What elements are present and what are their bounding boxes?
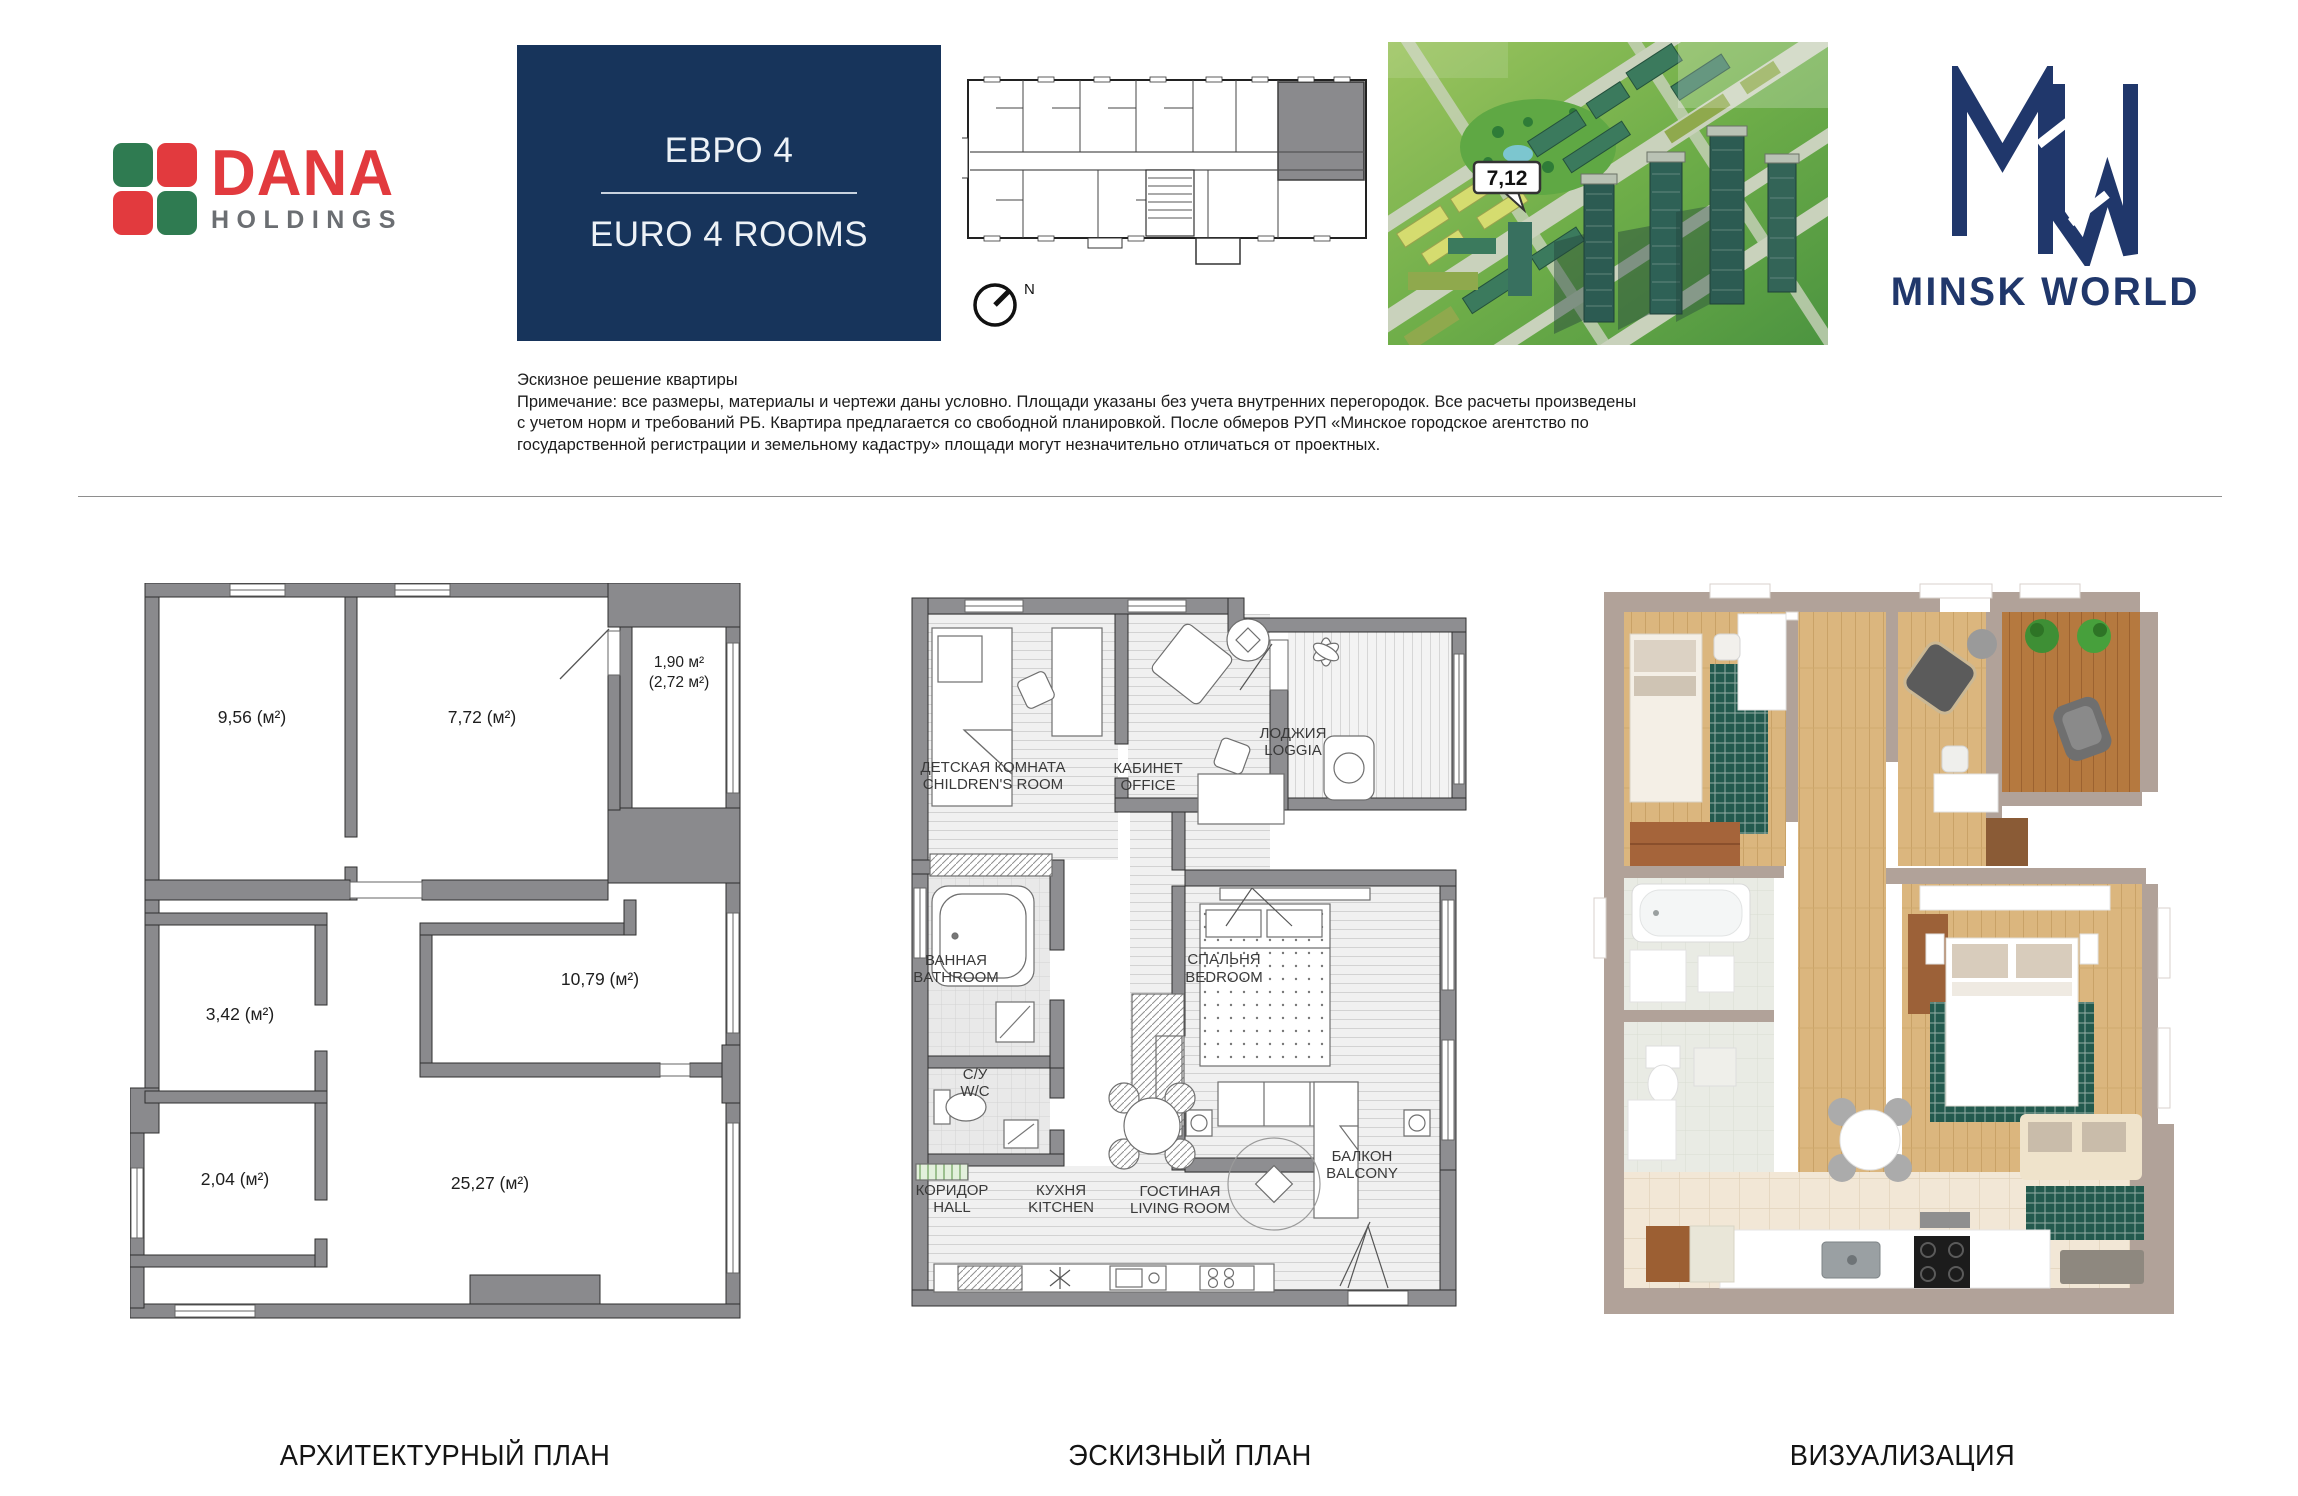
label-hall-ru: КОРИДОР <box>915 1182 989 1199</box>
dana-holdings-logo <box>113 137 403 235</box>
viz-bath-counter <box>1630 950 1686 1002</box>
label-bathroom-en: BATHROOM <box>913 969 999 986</box>
viz-wc-cabinet <box>1628 1100 1676 1160</box>
dana-square-bottom-left <box>113 191 153 235</box>
viz-office-desk <box>1934 774 1998 812</box>
area-room6: 25,27 (м²) <box>450 1173 530 1193</box>
dana-square-bottom-right <box>157 191 197 235</box>
loggia-chair <box>1324 736 1374 800</box>
kitchen-counter <box>934 1264 1274 1292</box>
disclaimer-line4: государственной регистрации и земельному кадастру» площади могут незначительно отличаться от проектных. <box>517 435 1381 454</box>
label-children-en: CHILDREN'S ROOM <box>922 776 1064 793</box>
children-desk <box>1052 628 1102 736</box>
viz-kitchen-box-cream <box>1690 1226 1734 1282</box>
compass-icon <box>975 281 1035 325</box>
label-kitchen-ru: КУХНЯ <box>1035 1182 1087 1199</box>
area-room3: 3,42 (м²) <box>205 1004 275 1024</box>
office-desk <box>1198 774 1284 824</box>
viz-hall-closet <box>1986 818 2028 866</box>
label-loggia-en: LOGGIA <box>1264 742 1322 759</box>
label-loggia-ru: ЛОДЖИЯ <box>1259 725 1327 742</box>
label-wc-en: W/C <box>960 1083 990 1100</box>
arch-plan-walls <box>130 583 740 1318</box>
area-room1: 9,56 (м²) <box>217 707 287 727</box>
minsk-world-logo <box>1870 66 2220 315</box>
label-kitchen-en: KITCHEN <box>1028 1199 1094 1216</box>
label-living-en: LIVING ROOM <box>1129 1200 1231 1217</box>
dana-logo-icon <box>113 143 197 235</box>
area-room4: 10,79 (м²) <box>560 969 640 989</box>
banner-divider <box>601 192 857 194</box>
viz-children-desk <box>1738 614 1786 710</box>
label-living-ru: ГОСТИНАЯ <box>1139 1183 1221 1200</box>
sketch-plan <box>900 570 1480 1335</box>
architectural-plan <box>130 583 760 1333</box>
disclaimer-line2: Примечание: все размеры, материалы и чертежи даны условно. Площади указаны без учета внутренних перегородок. Все расчеты произведены <box>517 392 1637 411</box>
viz-tv-console <box>1920 886 2110 910</box>
label-bedroom-en: BEDROOM <box>1185 969 1263 986</box>
disclaimer-line3: с учетом норм и требований РБ. Квартира предлагается со свободной планировкой. После обмеров РУП «Минское городское агентство по <box>517 414 1589 432</box>
north-label: N <box>1024 281 1035 298</box>
viz-floor-mat <box>2060 1250 2144 1284</box>
viz-sink <box>1822 1242 1880 1278</box>
unit-title-en: EURO 4 ROOMS <box>589 215 869 254</box>
disclaimer-line1: Эскизное решение квартиры <box>517 371 738 389</box>
label-balcony-en: BALCONY <box>1326 1165 1398 1182</box>
minsk-world-monogram <box>1945 66 2145 266</box>
dana-square-top-right <box>157 143 197 187</box>
arch-plan-windows <box>131 584 739 1317</box>
viz-washer <box>1694 1048 1736 1086</box>
visualization-render <box>1590 578 2215 1330</box>
viz-office-chair <box>1942 746 1968 772</box>
dana-title: DANA <box>211 137 395 210</box>
label-balcony-ru: БАЛКОН <box>1331 1148 1393 1165</box>
label-children-ru: ДЕТСКАЯ КОМНАТА <box>920 759 1066 776</box>
viz-stove <box>1914 1236 1970 1288</box>
building-key-plan <box>962 72 1377 342</box>
area-balcony1: 1,90 м² <box>653 654 705 671</box>
caption-sketch-plan: ЭСКИЗНЫЙ ПЛАН <box>1068 1439 1312 1472</box>
label-office-en: OFFICE <box>1120 777 1176 794</box>
tv-console <box>1220 888 1370 900</box>
dana-logo-text <box>211 137 403 234</box>
viz-toilet <box>1646 1046 1680 1103</box>
label-hall-en: HALL <box>933 1199 971 1216</box>
label-bathroom-ru: ВАННАЯ <box>924 952 988 969</box>
dana-subtitle: HOLDINGS <box>211 206 403 234</box>
children-shelf <box>930 854 1052 876</box>
viz-kitchen-box-wood <box>1646 1226 1690 1282</box>
dana-square-top-left <box>113 143 153 187</box>
label-office-ru: КАБИНЕТ <box>1113 760 1183 777</box>
kitchen-sink <box>1110 1266 1166 1290</box>
disclaimer <box>517 370 1847 456</box>
aerial-render <box>1388 42 1828 345</box>
unit-title-ru: ЕВРО 4 <box>664 131 794 170</box>
area-room2: 7,72 (м²) <box>447 707 517 727</box>
viz-office-table <box>1967 629 1997 659</box>
viz-children-chair <box>1714 634 1740 660</box>
label-bedroom-ru: СПАЛЬНЯ <box>1187 951 1261 968</box>
viz-dining-table <box>1828 1098 1912 1182</box>
minsk-world-name: MINSK WORLD <box>1890 270 2200 314</box>
stairs-core <box>1146 170 1194 236</box>
unit-type-banner <box>517 45 941 341</box>
header-divider <box>78 496 2222 497</box>
highlighted-unit <box>1278 82 1364 180</box>
stove <box>1200 1266 1254 1290</box>
viz-sofa <box>2020 1114 2142 1180</box>
hall-rack <box>916 1164 968 1180</box>
caption-architectural-plan: АРХИТЕКТУРНЫЙ ПЛАН <box>279 1439 611 1472</box>
label-wc-ru: С/У <box>962 1066 988 1083</box>
viz-bath-sink <box>1698 956 1734 992</box>
area-balcony2: (2,72 м²) <box>648 674 710 691</box>
viz-double-bed <box>1946 938 2078 1106</box>
caption-visualization: ВИЗУАЛИЗАЦИЯ <box>1789 1439 2016 1472</box>
badge-text: 7,12 <box>1486 167 1528 190</box>
viz-bathtub <box>1632 884 1750 942</box>
viz-children-bed <box>1630 634 1702 802</box>
area-room5: 2,04 (м²) <box>200 1169 270 1189</box>
